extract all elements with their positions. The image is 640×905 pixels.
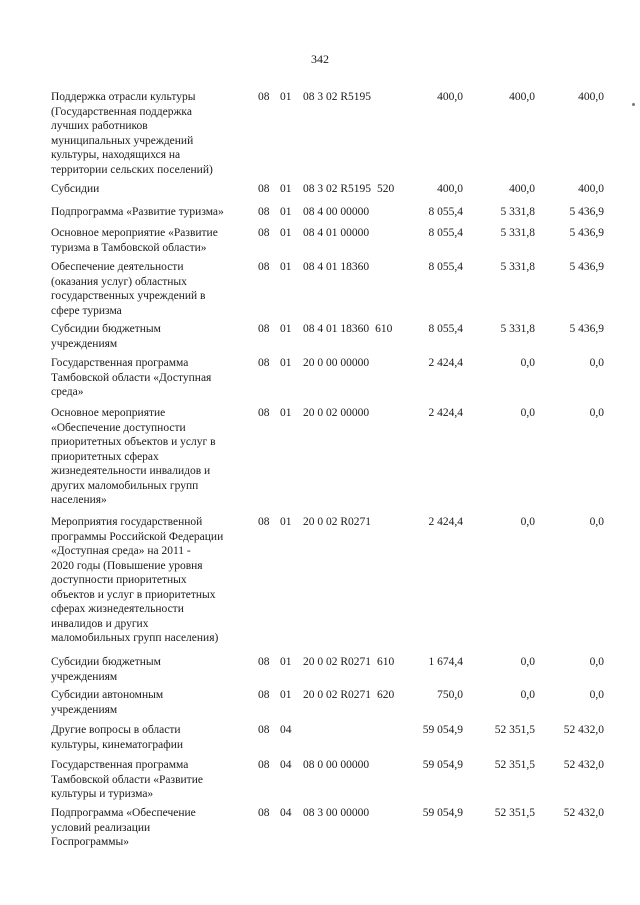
- value-2019: 52 432,0: [563, 724, 604, 736]
- target-article-code: 08 0 00 00000: [303, 759, 370, 771]
- section-code: 08: [258, 407, 270, 419]
- subsection-code: 01: [280, 227, 292, 239]
- target-article-code: 08 4 01 00000: [303, 227, 370, 239]
- row-name: Подпрограмма «Обеспечение условий реализации Госпрограммы»: [51, 807, 196, 848]
- value-2018: 0,0: [520, 407, 535, 419]
- value-2017: 8 055,4: [428, 261, 463, 273]
- value-2017: 1 674,4: [428, 656, 463, 668]
- value-2018: 400,0: [509, 91, 535, 103]
- section-code: 08: [258, 724, 270, 736]
- expense-type-code: 520: [377, 183, 395, 195]
- row-name: Государственная программа Тамбовской области «Развитие культуры и туризма»: [51, 759, 203, 800]
- section-code: 08: [258, 261, 270, 273]
- target-article-code: 20 0 00 00000: [303, 357, 370, 369]
- value-2017: 750,0: [437, 689, 463, 701]
- value-2017: 400,0: [437, 183, 463, 195]
- row-name: Субсидии бюджетным учреждениям: [51, 323, 161, 350]
- subsection-code: 01: [280, 323, 292, 335]
- section-code: 08: [258, 759, 270, 771]
- value-2018: 5 331,8: [500, 323, 535, 335]
- row-name: Мероприятия государственной программы Российской Федерации «Доступная среда» на 2011 - 2020 годы (Повышение уровня доступности приоритетных объектов и услуг в приоритетных сферах жизнедеятельности инвалидов и других маломобильных групп населения): [51, 516, 224, 644]
- value-2019: 5 436,9: [569, 227, 604, 239]
- section-code: 08: [258, 206, 270, 218]
- target-article-code: 20 0 02 R0271: [303, 656, 372, 668]
- section-code: 08: [258, 91, 270, 103]
- subsection-code: 01: [280, 516, 292, 528]
- value-2018: 0,0: [520, 656, 535, 668]
- value-2017: 8 055,4: [428, 227, 463, 239]
- target-article-code: 08 4 00 00000: [303, 206, 370, 218]
- section-code: 08: [258, 323, 270, 335]
- target-article-code: 20 0 02 00000: [303, 407, 370, 419]
- subsection-code: 01: [280, 91, 292, 103]
- row-name: Подпрограмма «Развитие туризма»: [51, 206, 224, 218]
- target-article-code: 08 3 00 00000: [303, 807, 370, 819]
- row-name: Поддержка отрасли культуры (Государственная поддержка лучших работников муниципальных учреждений культуры, находящихся на территории сельских поселений): [51, 91, 213, 176]
- target-article-code: 08 3 02 R5195: [303, 183, 372, 195]
- subsection-code: 01: [280, 407, 292, 419]
- subsection-code: 04: [280, 759, 292, 771]
- value-2017: 400,0: [437, 91, 463, 103]
- value-2019: 5 436,9: [569, 261, 604, 273]
- value-2019: 0,0: [589, 407, 604, 419]
- subsection-code: 01: [280, 689, 292, 701]
- value-2019: 400,0: [578, 183, 604, 195]
- value-2018: 5 331,8: [500, 227, 535, 239]
- value-2018: 0,0: [520, 357, 535, 369]
- section-code: 08: [258, 807, 270, 819]
- value-2019: 0,0: [589, 357, 604, 369]
- subsection-code: 04: [280, 724, 292, 736]
- value-2017: 2 424,4: [428, 357, 463, 369]
- value-2018: 52 351,5: [494, 759, 535, 771]
- section-code: 08: [258, 516, 270, 528]
- value-2018: 400,0: [509, 183, 535, 195]
- value-2019: 0,0: [589, 689, 604, 701]
- target-article-code: 20 0 02 R0271: [303, 689, 372, 701]
- page-number: 342: [311, 52, 329, 66]
- value-2018: 52 351,5: [494, 724, 535, 736]
- target-article-code: 08 4 01 18360: [303, 323, 370, 335]
- value-2019: 5 436,9: [569, 206, 604, 218]
- expense-type-code: 610: [377, 656, 395, 668]
- value-2018: 5 331,8: [500, 261, 535, 273]
- row-name: Основное мероприятие «Обеспечение доступности приоритетных объектов и услуг в приоритетных сферах жизнедеятельности инвалидов и других маломобильных групп населения»: [51, 407, 216, 506]
- scan-speck: [632, 103, 635, 106]
- subsection-code: 01: [280, 183, 292, 195]
- subsection-code: 01: [280, 656, 292, 668]
- section-code: 08: [258, 183, 270, 195]
- value-2017: 8 055,4: [428, 206, 463, 218]
- value-2018: 52 351,5: [494, 807, 535, 819]
- row-name: Другие вопросы в области культуры, кинематографии: [51, 724, 184, 751]
- value-2018: 0,0: [520, 516, 535, 528]
- row-name: Государственная программа Тамбовской области «Доступная среда»: [51, 357, 212, 398]
- section-code: 08: [258, 656, 270, 668]
- value-2017: 8 055,4: [428, 323, 463, 335]
- row-name: Субсидии автономным учреждениям: [51, 689, 164, 716]
- value-2017: 2 424,4: [428, 516, 463, 528]
- value-2019: 52 432,0: [563, 807, 604, 819]
- value-2019: 0,0: [589, 516, 604, 528]
- expense-type-code: 620: [377, 689, 395, 701]
- value-2017: 59 054,9: [422, 807, 463, 819]
- value-2019: 52 432,0: [563, 759, 604, 771]
- value-2018: 0,0: [520, 689, 535, 701]
- target-article-code: 08 3 02 R5195: [303, 91, 372, 103]
- row-name: Основное мероприятие «Развитие туризма в Тамбовской области»: [51, 227, 218, 254]
- row-name: Субсидии: [51, 183, 100, 195]
- value-2017: 59 054,9: [422, 759, 463, 771]
- value-2019: 5 436,9: [569, 323, 604, 335]
- target-article-code: 20 0 02 R0271: [303, 516, 372, 528]
- subsection-code: 01: [280, 261, 292, 273]
- subsection-code: 01: [280, 357, 292, 369]
- section-code: 08: [258, 357, 270, 369]
- value-2019: 0,0: [589, 656, 604, 668]
- section-code: 08: [258, 689, 270, 701]
- value-2017: 2 424,4: [428, 407, 463, 419]
- row-name: Субсидии бюджетным учреждениям: [51, 656, 161, 683]
- value-2017: 59 054,9: [422, 724, 463, 736]
- subsection-code: 01: [280, 206, 292, 218]
- row-name: Обеспечение деятельности (оказания услуг) областных государственных учреждений в сфере туризма: [51, 261, 206, 317]
- value-2018: 5 331,8: [500, 206, 535, 218]
- expense-type-code: 610: [375, 323, 393, 335]
- value-2019: 400,0: [578, 91, 604, 103]
- section-code: 08: [258, 227, 270, 239]
- subsection-code: 04: [280, 807, 292, 819]
- target-article-code: 08 4 01 18360: [303, 261, 370, 273]
